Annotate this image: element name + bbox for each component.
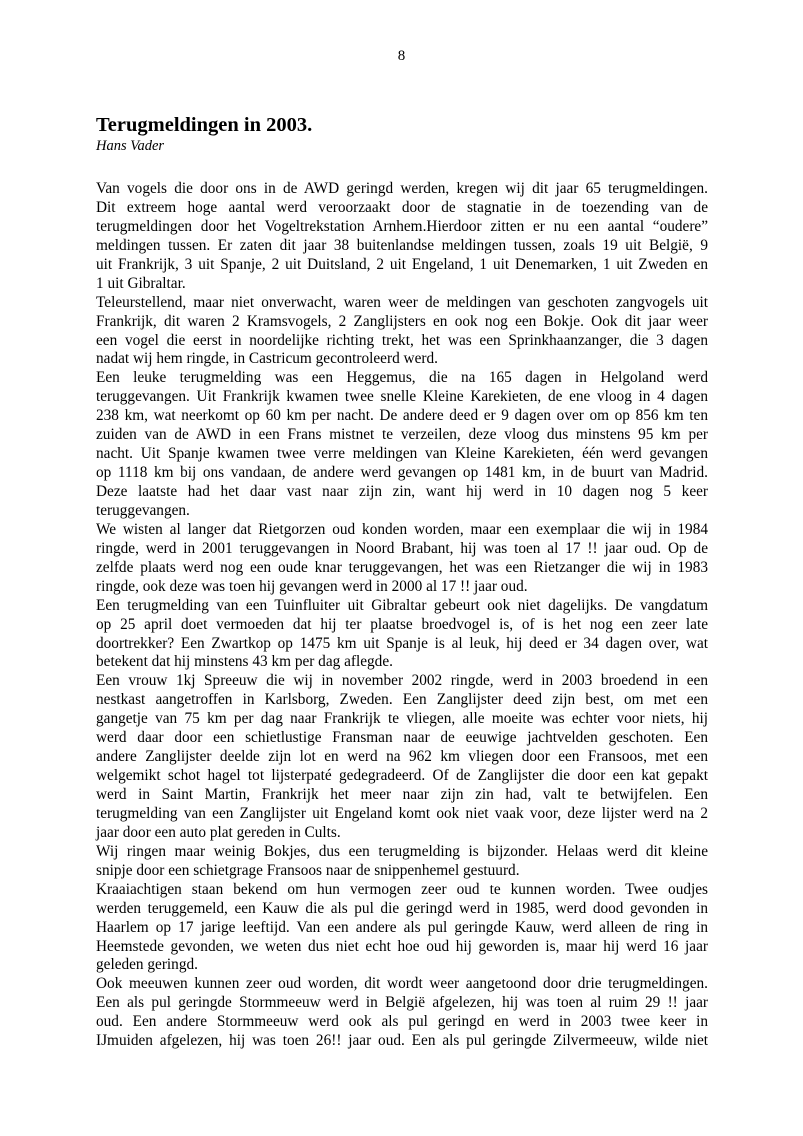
text-line: nestkast aangetroffen in Karlsborg, Zweden. Een Zanglijster deed zijn best, om met een xyxy=(96,691,708,709)
text-line: Een leuke terugmelding was een Heggemus, die na 165 dagen in Helgoland werd xyxy=(96,369,708,387)
text-line: Deze laatste had het daar vast naar zijn zin, want hij werd in 10 dagen nog 5 keer xyxy=(96,483,708,500)
text-line: Kraaiachtigen staan bekend om hun vermogen zeer oud te kunnen worden. Twee oudjes xyxy=(96,880,708,898)
text-line: Frankrijk, dit waren 2 Kramsvogels, 2 Zanglijsters en ook nog een Bokje. Ook dit jaar weer xyxy=(96,312,708,330)
text-line: 238 km, wat neerkomt op 60 km per nacht. De andere deed er 9 dagen over om op 856 km ten xyxy=(96,407,708,425)
text-line: meldingen tussen. Er zaten dit jaar 38 buitenlandse meldingen tussen, zoals 19 uit België, 9 xyxy=(96,236,708,254)
text-line: Ook meeuwen kunnen zeer oud worden, dit wordt weer aangetoond door drie terugmeldingen. xyxy=(96,975,708,993)
text-line: snipje door een schietgrage Fransoos naar de snippenhemel gestuurd. xyxy=(96,861,520,879)
text-line: werden teruggemeld, een Kauw die als pul die geringd werd in 1985, werd dood gevonden in xyxy=(96,899,708,917)
article xyxy=(96,113,708,1051)
text-line: oud. Een andere Stormmeeuw werd ook als pul geringd en werd in 2003 twee keer in xyxy=(96,1013,708,1031)
text-line: uit Frankrijk, 3 uit Spanje, 2 uit Duitsland, 2 uit Engeland, 1 uit Denemarken, 1 uit Zweden en xyxy=(96,255,708,273)
text-line: Wij ringen maar weinig Bokjes, dus een terugmelding is bijzonder. Helaas werd dit kleine xyxy=(96,842,708,860)
text-line: nadat wij hem ringde, in Castricum gecontroleerd werd. xyxy=(96,350,438,368)
text-line: Heemstede gevonden, we weten dus niet echt hoe oud hij geworden is, maar hij werd 16 jaar xyxy=(96,937,708,955)
text-line: IJmuiden afgelezen, hij was toen 26!! jaar oud. Een als pul geringde Zilvermeeuw, wilde niet xyxy=(96,1032,708,1050)
text-line: teruggevangen. xyxy=(96,501,190,519)
text-line: op 25 april doet vermoeden dat hij ter plaatse broedvogel is, of is het nog een zeer late xyxy=(96,615,708,633)
text-line: Haarlem op 17 jarige leeftijd. Van een andere als pul geringde Kauw, werd alleen de ring in xyxy=(96,918,708,936)
text-line: Een terugmelding van een Tuinfluiter uit Gibraltar gebeurt ook niet dagelijks. De vangdatum xyxy=(96,596,708,614)
text-line: werd in Saint Martin, Frankrijk het meer naar zijn zin had, valt te betwijfelen. Een xyxy=(96,786,708,803)
text-line: 1 uit Gibraltar. xyxy=(96,274,186,292)
text-line: Een vrouw 1kj Spreeuw die wij in november 2002 ringde, werd in 2003 broedend in een xyxy=(96,672,708,690)
text-line: We wisten al langer dat Rietgorzen oud konden worden, maar een exemplaar die wij in 1984 xyxy=(96,520,708,538)
text-line: Van vogels die door ons in de AWD geringd werden, kregen wij dit jaar 65 terugmeldingen. xyxy=(96,180,708,197)
text-line: welgemikt schot hagel tot lijsterpaté gedegradeerd. Of de Zanglijster die door een kat gepakt xyxy=(96,767,708,785)
page-number: 8 xyxy=(397,48,406,64)
text-line: ringde, werd in 2001 teruggevangen in Noord Brabant, hij was toen al 17 !! jaar oud. Op de xyxy=(96,539,708,557)
text-line: Een als pul geringde Stormmeeuw werd in België afgelezen, hij was toen al ruim 29 !! jaar xyxy=(96,994,708,1012)
text-line: doortrekker? Een Zwartkop op 1475 km uit Spanje is al leuk, hij deed er 34 dagen over, wat xyxy=(96,634,708,652)
text-line: terugmelding van een Zanglijster uit Engeland komt ook niet vaak voor, deze lijster werd na 2 xyxy=(96,804,708,822)
text-line: terugmeldingen door het Vogeltrekstation Arnhem.Hierdoor zitten er nu een aantal “oudere” xyxy=(96,217,708,235)
text-line: geleden geringd. xyxy=(96,956,198,974)
text-line: ringde, ook deze was toen hij gevangen werd in 2000 al 17 !! jaar oud. xyxy=(96,577,528,595)
text-line: werd daar door een schietlustige Fransman naar de eeuwige jachtvelden geschoten. Een xyxy=(96,729,708,747)
text-line: betekent dat hij minstens 43 km per dag aflegde. xyxy=(96,653,393,671)
text-line: nacht. Uit Spanje kwamen twee verre meldingen van Kleine Karekieten, één werd gevangen xyxy=(96,445,708,463)
text-line: jaar door een auto plat gereden in Cults. xyxy=(96,823,341,841)
text-line: gangetje van 75 km per dag naar Frankrijk te vliegen, alle moeite was echter voor niets, hij xyxy=(96,710,708,728)
text-line: zelfde plaats werd nog een oude knar teruggevangen, het was een Rietzanger die wij in 1983 xyxy=(96,558,708,576)
text-line: op 1118 km bij ons vandaan, de andere werd gevangen op 1481 km, in de buurt van Madrid. xyxy=(96,464,708,482)
article-body xyxy=(96,180,708,1051)
text-line: teruggevangen. Uit Frankrijk kwamen twee snelle Kleine Karekieten, de ene vloog in 4 dagen xyxy=(96,388,708,406)
text-line: andere Zanglijster deelde zijn lot en werd na 962 km vliegen door een Fransoos, met een xyxy=(96,748,708,766)
article-title: Terugmeldingen in 2003. xyxy=(96,114,313,136)
text-line: zuiden van de AWD in een Frans mistnet te verzeilen, deze vloog dus minstens 95 km per xyxy=(96,426,708,444)
text-line: Teleurstellend, maar niet onverwacht, waren weer de meldingen van geschoten zangvogels uit xyxy=(96,293,708,311)
text-line: een vogel die eerst in noordelijke richting trekt, het was een Sprinkhaanzanger, die 3 dagen xyxy=(96,331,708,349)
text-line: Dit extreem hoge aantal werd veroorzaakt door de stagnatie in de toezending van de xyxy=(96,198,708,216)
article-author: Hans Vader xyxy=(96,138,165,154)
